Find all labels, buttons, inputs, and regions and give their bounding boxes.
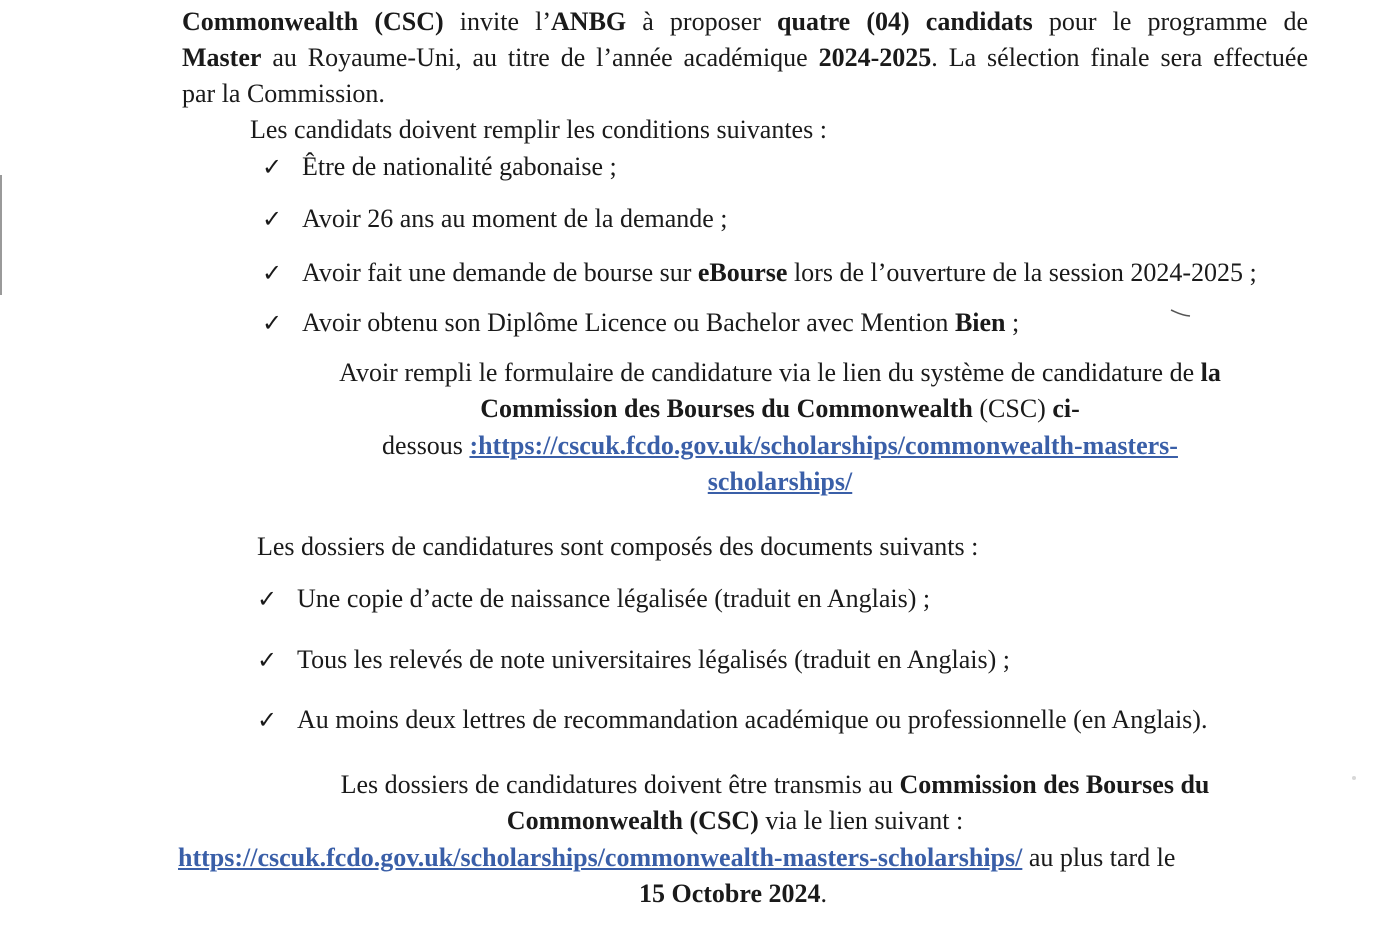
submission-line-2: Commonwealth (CSC) via le lien suivant : bbox=[506, 806, 964, 835]
submission-line-1: Les dossiers de candidatures doivent être transmis au Commission des Bourses du bbox=[340, 770, 1210, 799]
ebourse-label: eBourse bbox=[697, 258, 788, 287]
submission-link[interactable]: https://cscuk.fcdo.gov.uk/scholarships/commonwealth-masters-scholarships/ bbox=[178, 843, 1023, 872]
application-link-continued[interactable]: scholarships/ bbox=[707, 467, 853, 496]
candidate-count: quatre (04) candidats bbox=[777, 7, 1033, 36]
csc-name: Commonwealth (CSC) bbox=[182, 7, 444, 36]
document-item: ✓ Une copie d’acte de naissance légalisée (traduit en Anglais) ; bbox=[257, 582, 930, 616]
condition-item: ✓ Avoir 26 ans au moment de la demande ; bbox=[262, 202, 728, 236]
application-link[interactable]: :https://cscuk.fcdo.gov.uk/scholarships/commonwealth-masters- bbox=[469, 431, 1178, 460]
form-line-1: Avoir rempli le formulaire de candidature via le lien du système de candidature de la bbox=[339, 358, 1221, 387]
check-icon: ✓ bbox=[257, 646, 278, 674]
intro-line-2: Master au Royaume-Uni, au titre de l’année académique 2024-2025. La sélection finale sera effectuée bbox=[182, 43, 1308, 72]
document-item: ✓ Au moins deux lettres de recommandation académique ou professionnelle (en Anglais). bbox=[257, 703, 1207, 737]
check-icon: ✓ bbox=[262, 309, 283, 337]
check-icon: ✓ bbox=[257, 706, 278, 734]
margin-mark bbox=[0, 175, 2, 295]
condition-item: ✓ Avoir obtenu son Diplôme Licence ou Bachelor avec Mention Bien ; bbox=[262, 306, 1019, 340]
condition-item: ✓ Être de nationalité gabonaise ; bbox=[262, 150, 617, 184]
deadline-date: 15 Octobre 2024 bbox=[639, 879, 821, 908]
check-icon: ✓ bbox=[262, 205, 283, 233]
documents-heading: Les dossiers de candidatures sont composés des documents suivants : bbox=[257, 532, 979, 561]
deadline-line: 15 Octobre 2024. bbox=[639, 879, 827, 908]
intro-line-1: Commonwealth (CSC) invite l’ANBG à proposer quatre (04) candidats pour le programme de bbox=[182, 7, 1308, 36]
speck bbox=[1352, 776, 1356, 780]
form-line-2: Commission des Bourses du Commonwealth (CSC) ci- bbox=[480, 394, 1080, 423]
conditions-heading: Les candidats doivent remplir les conditions suivantes : bbox=[250, 115, 827, 144]
form-line-4 bbox=[300, 465, 1260, 499]
pen-mark bbox=[1170, 308, 1192, 318]
check-icon: ✓ bbox=[262, 259, 283, 287]
form-line-3: dessous :https://cscuk.fcdo.gov.uk/scholarships/commonwealth-masters- bbox=[382, 431, 1178, 460]
academic-year: 2024-2025 bbox=[818, 43, 932, 72]
check-icon: ✓ bbox=[257, 585, 278, 613]
submission-line-3: https://cscuk.fcdo.gov.uk/scholarships/commonwealth-masters-scholarships/ au plus tard le bbox=[178, 843, 1176, 872]
condition-item: ✓ Avoir fait une demande de bourse sur eBourse lors de l’ouverture de la session 2024-2025 ; bbox=[262, 256, 1257, 290]
anbg-name: ANBG bbox=[551, 7, 627, 36]
check-icon: ✓ bbox=[262, 153, 283, 181]
intro-line-3: par la Commission. bbox=[182, 79, 385, 108]
document-item: ✓ Tous les relevés de note universitaires légalisés (traduit en Anglais) ; bbox=[257, 643, 1010, 677]
